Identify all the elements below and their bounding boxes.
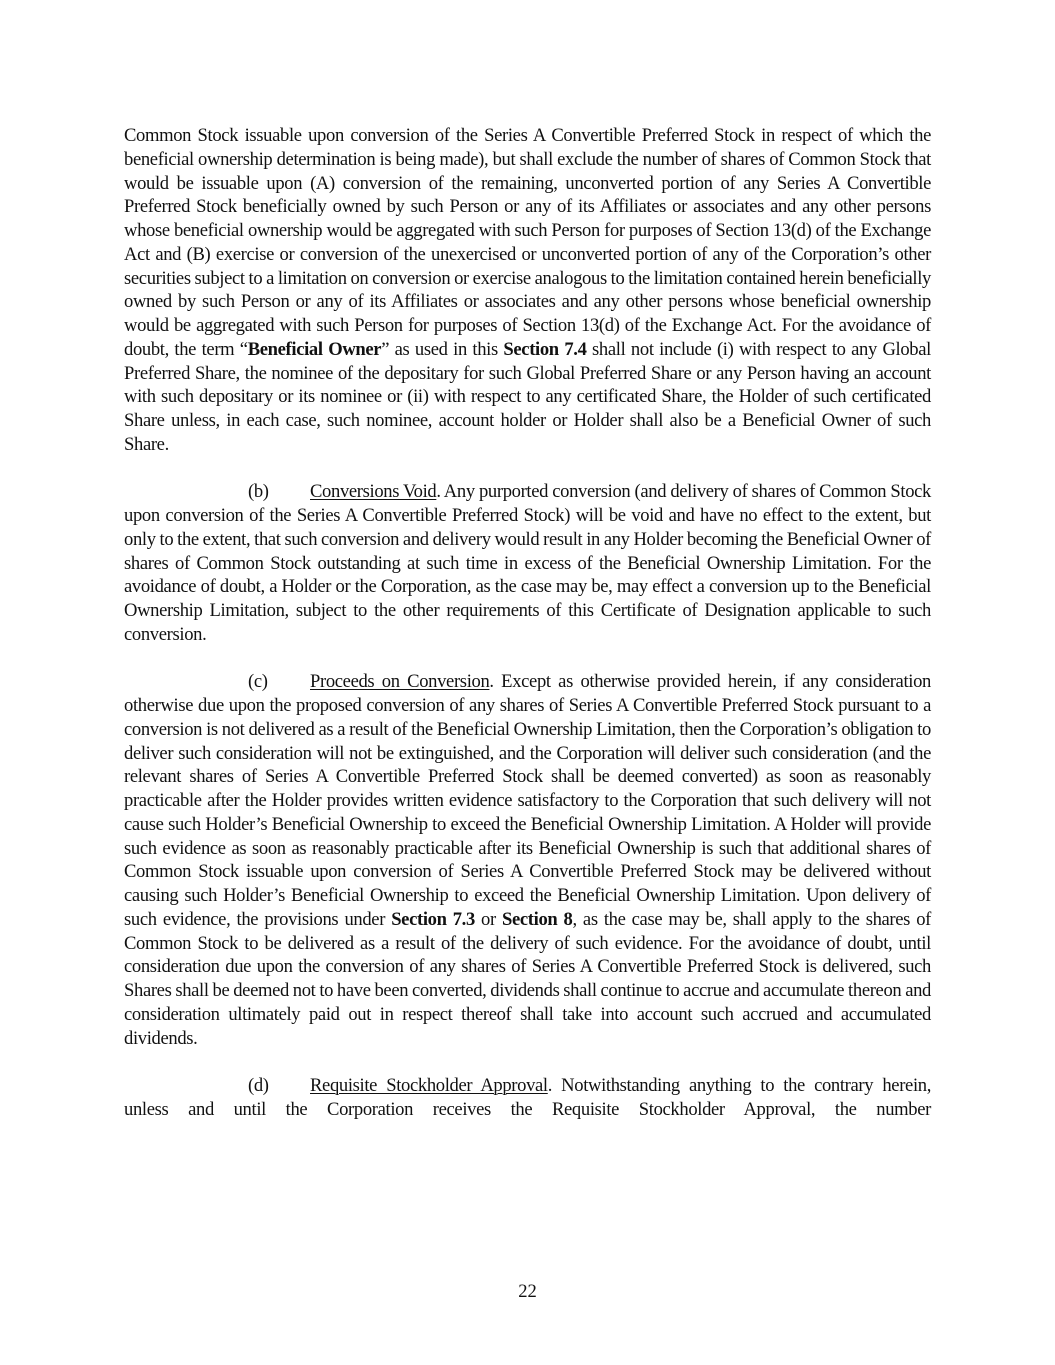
- section-reference: Section 7.3: [391, 908, 475, 930]
- paragraph-text: , as the case may be, shall apply to the shares of Common Stock to be delivered as a result of the delivery of such evidence. For the avoidance of doubt, until consideration due upon the conversion of any shares of Series A Convertible Preferred Stock is delivered, such Shares shall be deemed not to have been converted, dividends shall continue to accrue and accumulate thereon and consideration ultimately paid out in respect thereof shall take into account such accrued and accumulated dividends.: [124, 908, 931, 1049]
- section-c-paragraph: [124, 670, 931, 1050]
- section-d-paragraph: [124, 1074, 931, 1122]
- section-reference: Section 8: [502, 908, 573, 930]
- section-marker: (d): [248, 1075, 269, 1096]
- page-number: 22: [518, 1281, 537, 1302]
- continuation-paragraph: [124, 124, 931, 457]
- document-page: [124, 124, 931, 1122]
- section-heading: Conversions Void: [310, 481, 437, 503]
- paragraph-text: shall not include (i) with respect to any Global Preferred Share, the nominee of the depositary for such Global Preferred Share or any Person having an account with such depositary or its nominee or (ii) with respect to any certificated Share, the Holder of such certificated Share unless, in each case, such nominee, account holder or Holder shall also be a Beneficial Owner of such Share.: [124, 338, 931, 455]
- section-reference: Section 7.4: [503, 338, 587, 360]
- section-b-paragraph: [124, 480, 931, 646]
- paragraph-text: . Notwithstanding anything to the contrary herein, unless and until the Corporation receives the Requisite Stockholder Approval, the number: [124, 1075, 932, 1120]
- paragraph-text: . Except as otherwise provided herein, if any consideration otherwise due upon the proposed conversion of any shares of Series A Convertible Preferred Stock pursuant to a conversion is not delivered as a result of the Beneficial Ownership Limitation, then the Corporation’s obligation to deliver such consideration will not be extinguished, and the Corporation will deliver such consideration (and the relevant shares of Series A Convertible Preferred Stock shall be deemed converted) as soon as reasonably practicable after the Holder provides written evidence satisfactory to the Corporation that such delivery will not cause such Holder’s Beneficial Ownership to exceed the Beneficial Ownership Limitation. A Holder will provide such evidence as soon as reasonably practicable after its Beneficial Ownership is such that additional shares of Common Stock issuable upon conversion of Series A Convertible Preferred Stock may be delivered without causing such Holder’s Beneficial Ownership to exceed the Beneficial Ownership Limitation. Upon delivery of such evidence, the provisions under: [124, 671, 931, 930]
- section-marker: (b): [248, 481, 269, 503]
- paragraph-text: Common Stock issuable upon conversion of the Series A Convertible Preferred Stock in respect of which the beneficial ownership determination is being made), but shall exclude the number of shares of Common Stock that would be issuable upon (A) conversion of the remaining, unconverted portion of any Series A Convertible Preferred Stock beneficially owned by such Person or any of its Affiliates or associates and any other persons whose beneficial ownership would be aggregated with such Person for purposes of Section 13(d) of the Exchange Act and (B) exercise or conversion of the unexercised or unconverted portion of any of the Corporation’s other securities subject to a limitation on conversion or exercise analogous to the limitation contained herein beneficially owned by such Person or any of its Affiliates or associates and any other persons whose beneficial ownership would be aggregated with such Person for purposes of Section 13(d) of the Exchange Act. For the avoidance of doubt, the term “: [124, 125, 931, 360]
- paragraph-text: or: [474, 908, 502, 930]
- defined-term-beneficial-owner: Beneficial Owner: [247, 338, 382, 360]
- paragraph-text: . Any purported conversion (and delivery of shares of Common Stock upon conversion of the Series A Convertible Preferred Stock) will be void and have no effect to the extent, but only to the extent, that such conversion and delivery would result in any Holder becoming the Beneficial Owner of shares of Common Stock outstanding at such time in excess of the Beneficial Ownership Limitation. For the avoidance of doubt, a Holder or the Corporation, as the case may be, may effect a conversion up to the Beneficial Ownership Limitation, subject to the other requirements of this Certificate of Designation applicable to such conversion.: [124, 481, 931, 645]
- section-heading: Requisite Stockholder Approval: [310, 1075, 548, 1096]
- section-marker: (c): [248, 671, 268, 693]
- section-heading: Proceeds on Conversion: [310, 671, 490, 693]
- paragraph-text: ” as used in this: [381, 338, 504, 360]
